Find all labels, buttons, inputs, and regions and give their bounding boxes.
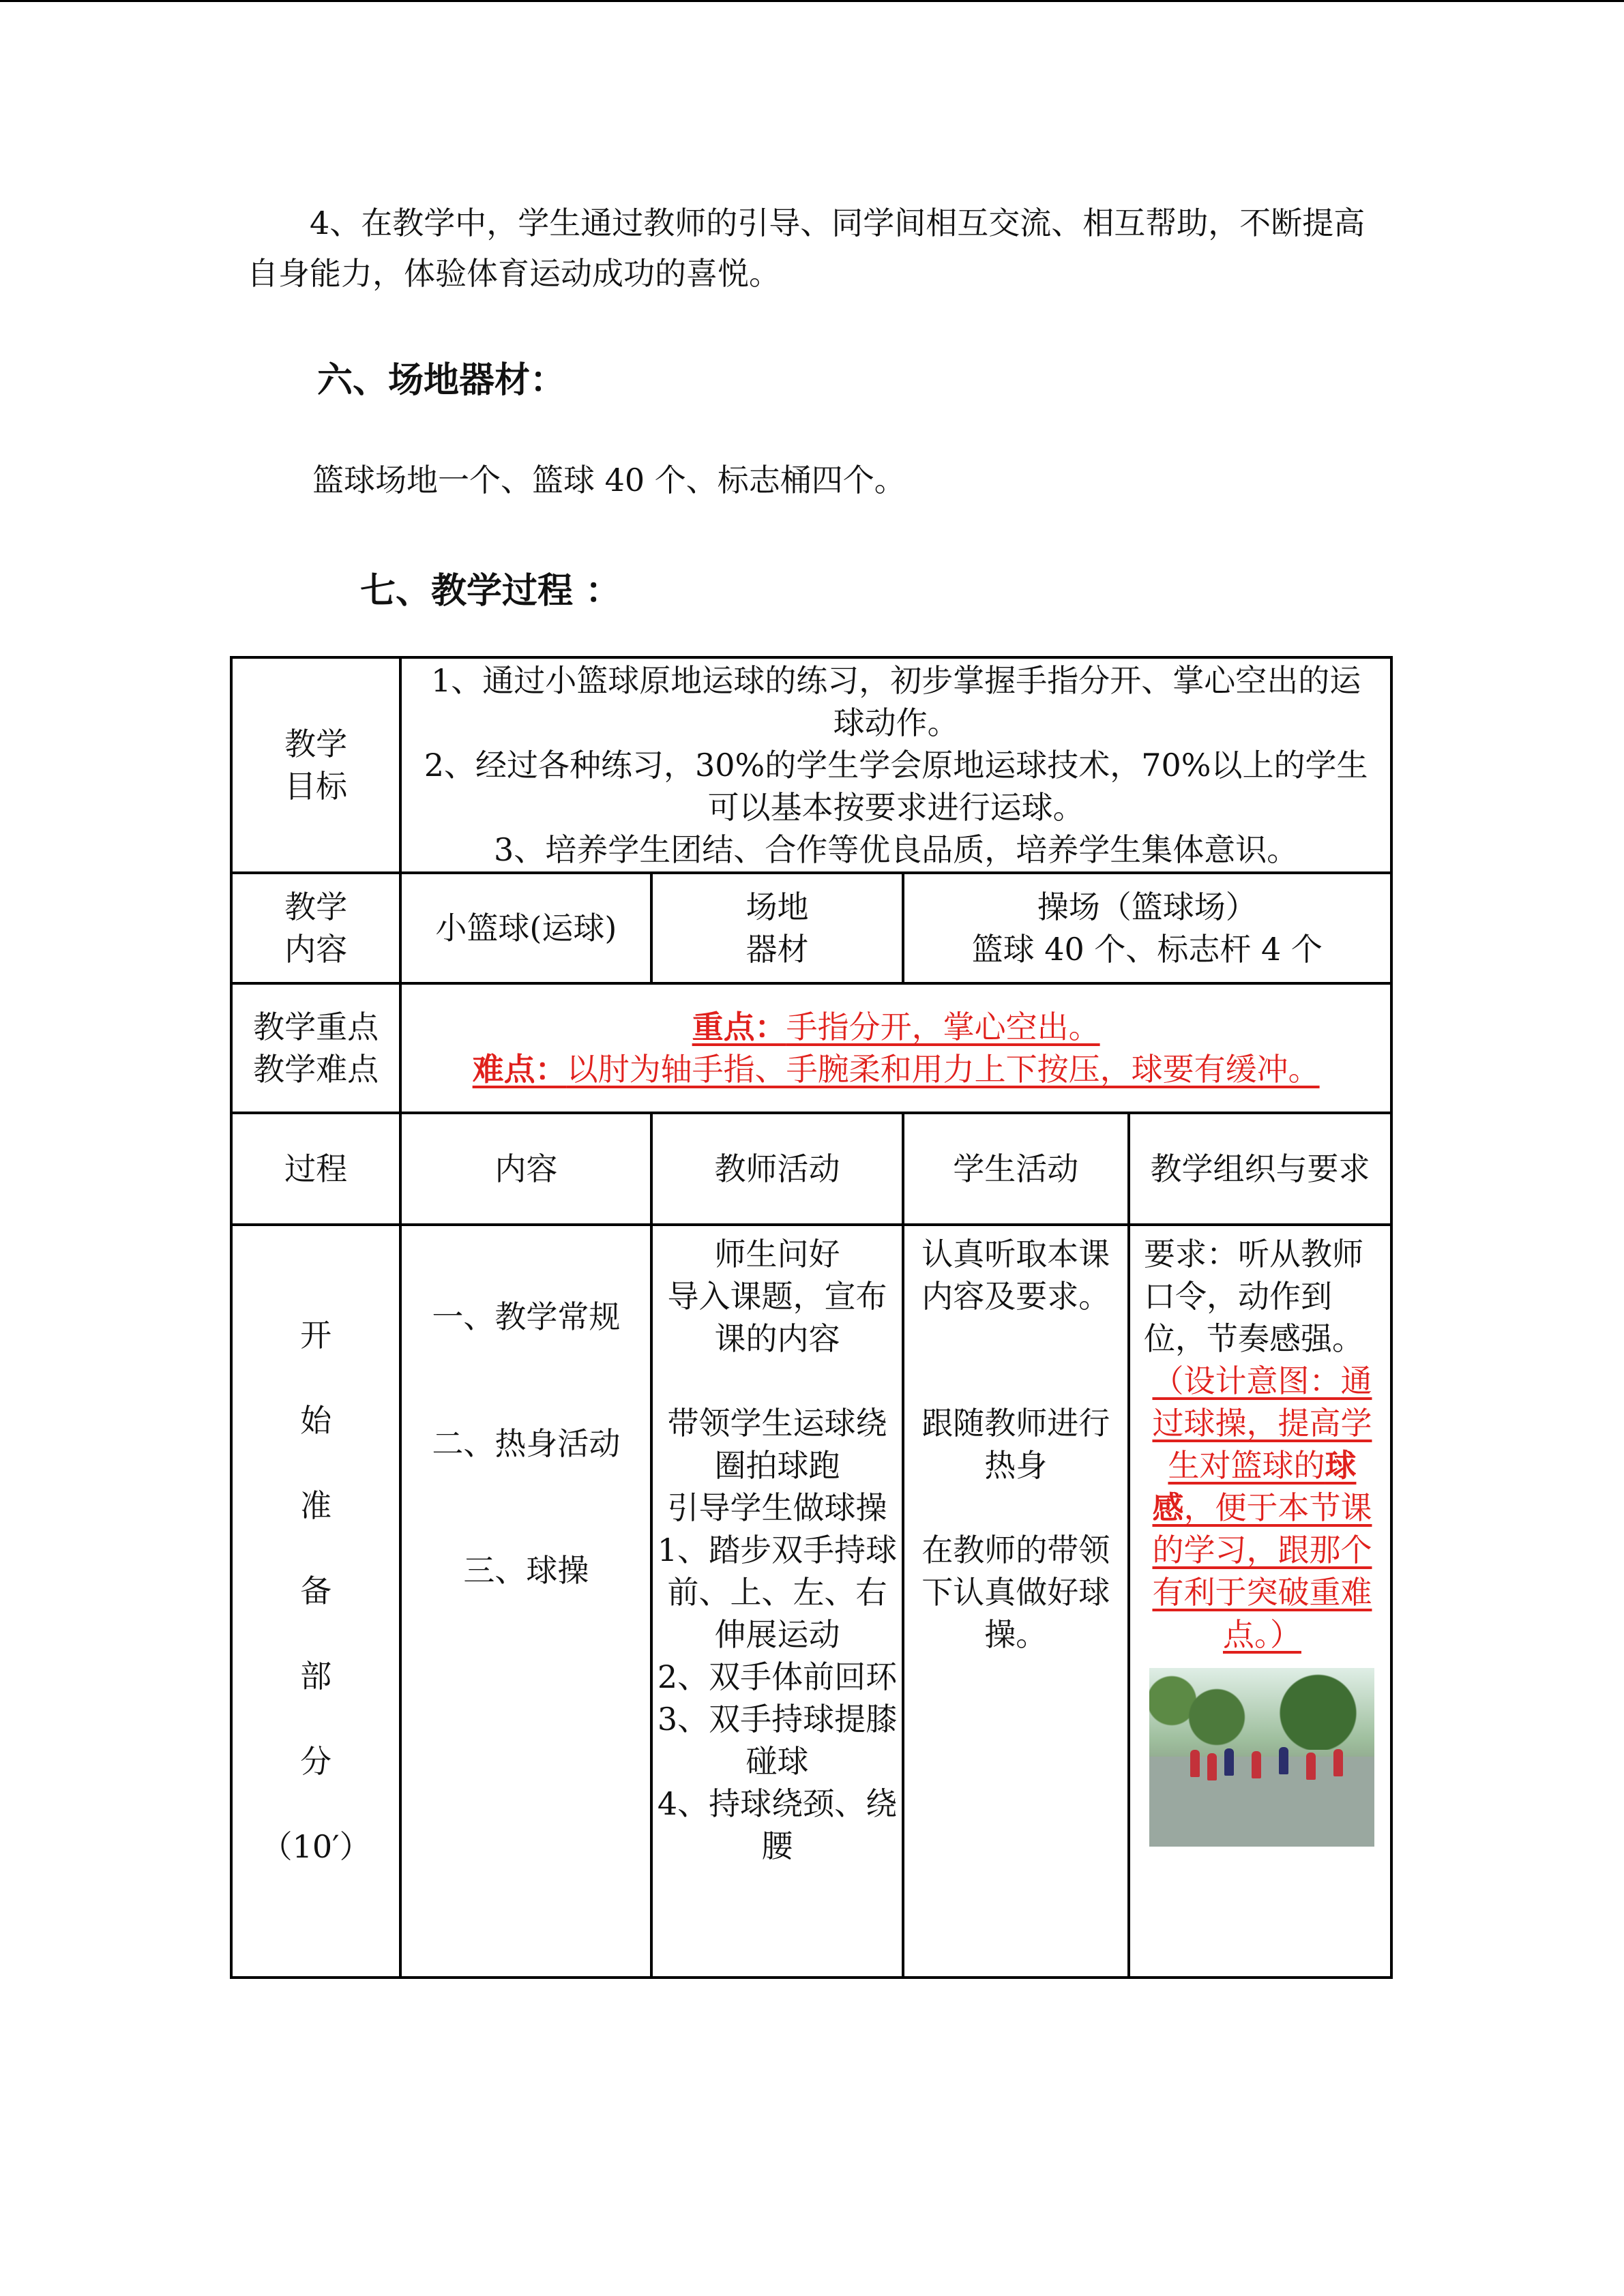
warmup-row xyxy=(231,1225,1391,1978)
photo-student xyxy=(1224,1748,1234,1776)
objective-item-4: 4、在教学中，学生通过教师的引导、同学间相互交流、相互帮助，不断提高自身能力，体验体育运动成功的喜悦。 xyxy=(247,205,1365,292)
page-top-border xyxy=(0,0,1624,2)
venue-value: 操场（篮球场） 篮球 40 个、标志杆 4 个 xyxy=(903,873,1391,983)
content-item-1: 一、教学常规 xyxy=(432,1298,621,1335)
teacher-line: 带领学生运球绕圈拍球跑 xyxy=(667,1405,887,1484)
photo-student xyxy=(1333,1749,1343,1776)
keypoints-row xyxy=(231,983,1391,1113)
section-6-heading: 六、场地器材： xyxy=(317,360,566,401)
keypoints-label: 教学重点 教学难点 xyxy=(231,983,400,1113)
equipment-text: 篮球场地一个、篮球 40 个、标志桶四个。 xyxy=(312,462,906,498)
header-content: 内容 xyxy=(400,1113,651,1225)
content-label: 教学 内容 xyxy=(231,873,400,983)
objective-2: 2、经过各种练习，30%的学生学会原地运球技术，70%以上的学生可以基本按要求进行运球。 xyxy=(424,747,1368,826)
teacher-line: 师生问好 xyxy=(714,1236,840,1272)
basketball-class-photo xyxy=(1149,1668,1374,1847)
content-item-2: 二、热身活动 xyxy=(432,1425,621,1462)
photo-student xyxy=(1279,1747,1288,1774)
teacher-line: 2、双手体前回环 xyxy=(657,1658,898,1695)
organization-cell xyxy=(1129,1225,1391,1978)
teacher-activity-cell xyxy=(651,1225,902,1978)
key-point: 重点：手指分开，掌心空出。 xyxy=(692,1009,1100,1045)
objectives-row xyxy=(231,657,1391,873)
objectives-cell xyxy=(400,657,1391,873)
objective-3: 3、培养学生团结、合作等优良品质，培养学生集体意识。 xyxy=(493,831,1299,868)
teacher-line: 导入课题，宣布课的内容 xyxy=(667,1278,887,1357)
photo-trees xyxy=(1149,1668,1374,1750)
process-cell xyxy=(231,1225,400,1978)
photo-student xyxy=(1306,1753,1316,1780)
content-item-3: 三、球操 xyxy=(463,1552,589,1589)
process-chars: 开 始 准 备 部 分 （10′） xyxy=(237,1293,395,1890)
objectives-label: 教学 目标 xyxy=(231,657,400,873)
student-line-a: 认真听取本课内容及要求。 xyxy=(921,1236,1110,1315)
content-value: 小篮球(运球) xyxy=(400,873,651,983)
student-activity-cell xyxy=(903,1225,1129,1978)
requirement-text: 要求：听从教师口令，动作到位，节奏感强。 xyxy=(1143,1236,1363,1357)
difficult-point: 难点：以肘为轴手指、手腕柔和用力上下按压，球要有缓冲。 xyxy=(472,1051,1320,1088)
venue-label: 场地 器材 xyxy=(651,873,902,983)
teacher-line: 3、双手持球提膝碰球 xyxy=(657,1701,898,1780)
photo-student xyxy=(1207,1753,1217,1780)
lesson-plan-table xyxy=(230,656,1393,1979)
objective-1: 1、通过小篮球原地运球的练习，初步掌握手指分开、掌心空出的运球动作。 xyxy=(430,662,1361,741)
teacher-line: 1、踏步双手持球前、上、左、右伸展运动 xyxy=(657,1532,898,1653)
header-process: 过程 xyxy=(231,1113,400,1225)
teacher-line: 引导学生做球操 xyxy=(667,1489,887,1526)
header-row xyxy=(231,1113,1391,1225)
design-intent: （设计意图：通过球操，提高学生对篮球的球感，便于本节课的学习，跟那个有利于突破重难点。） xyxy=(1152,1362,1372,1653)
header-teacher: 教师活动 xyxy=(651,1113,902,1225)
process-time: （10′） xyxy=(261,1828,371,1865)
teacher-line: 4、持球绕颈、绕腰 xyxy=(657,1785,898,1864)
keypoints-cell xyxy=(400,983,1391,1113)
header-organization: 教学组织与要求 xyxy=(1129,1113,1391,1225)
photo-student xyxy=(1190,1750,1200,1777)
content-row xyxy=(231,873,1391,983)
section-7-heading: 七、教学过程 ： xyxy=(360,571,621,612)
student-line-b: 跟随教师进行热身 xyxy=(921,1405,1110,1484)
student-line-c: 在教师的带领下认真做好球操。 xyxy=(921,1532,1110,1653)
header-student: 学生活动 xyxy=(903,1113,1129,1225)
photo-student xyxy=(1252,1751,1261,1778)
content-items-cell xyxy=(400,1225,651,1978)
